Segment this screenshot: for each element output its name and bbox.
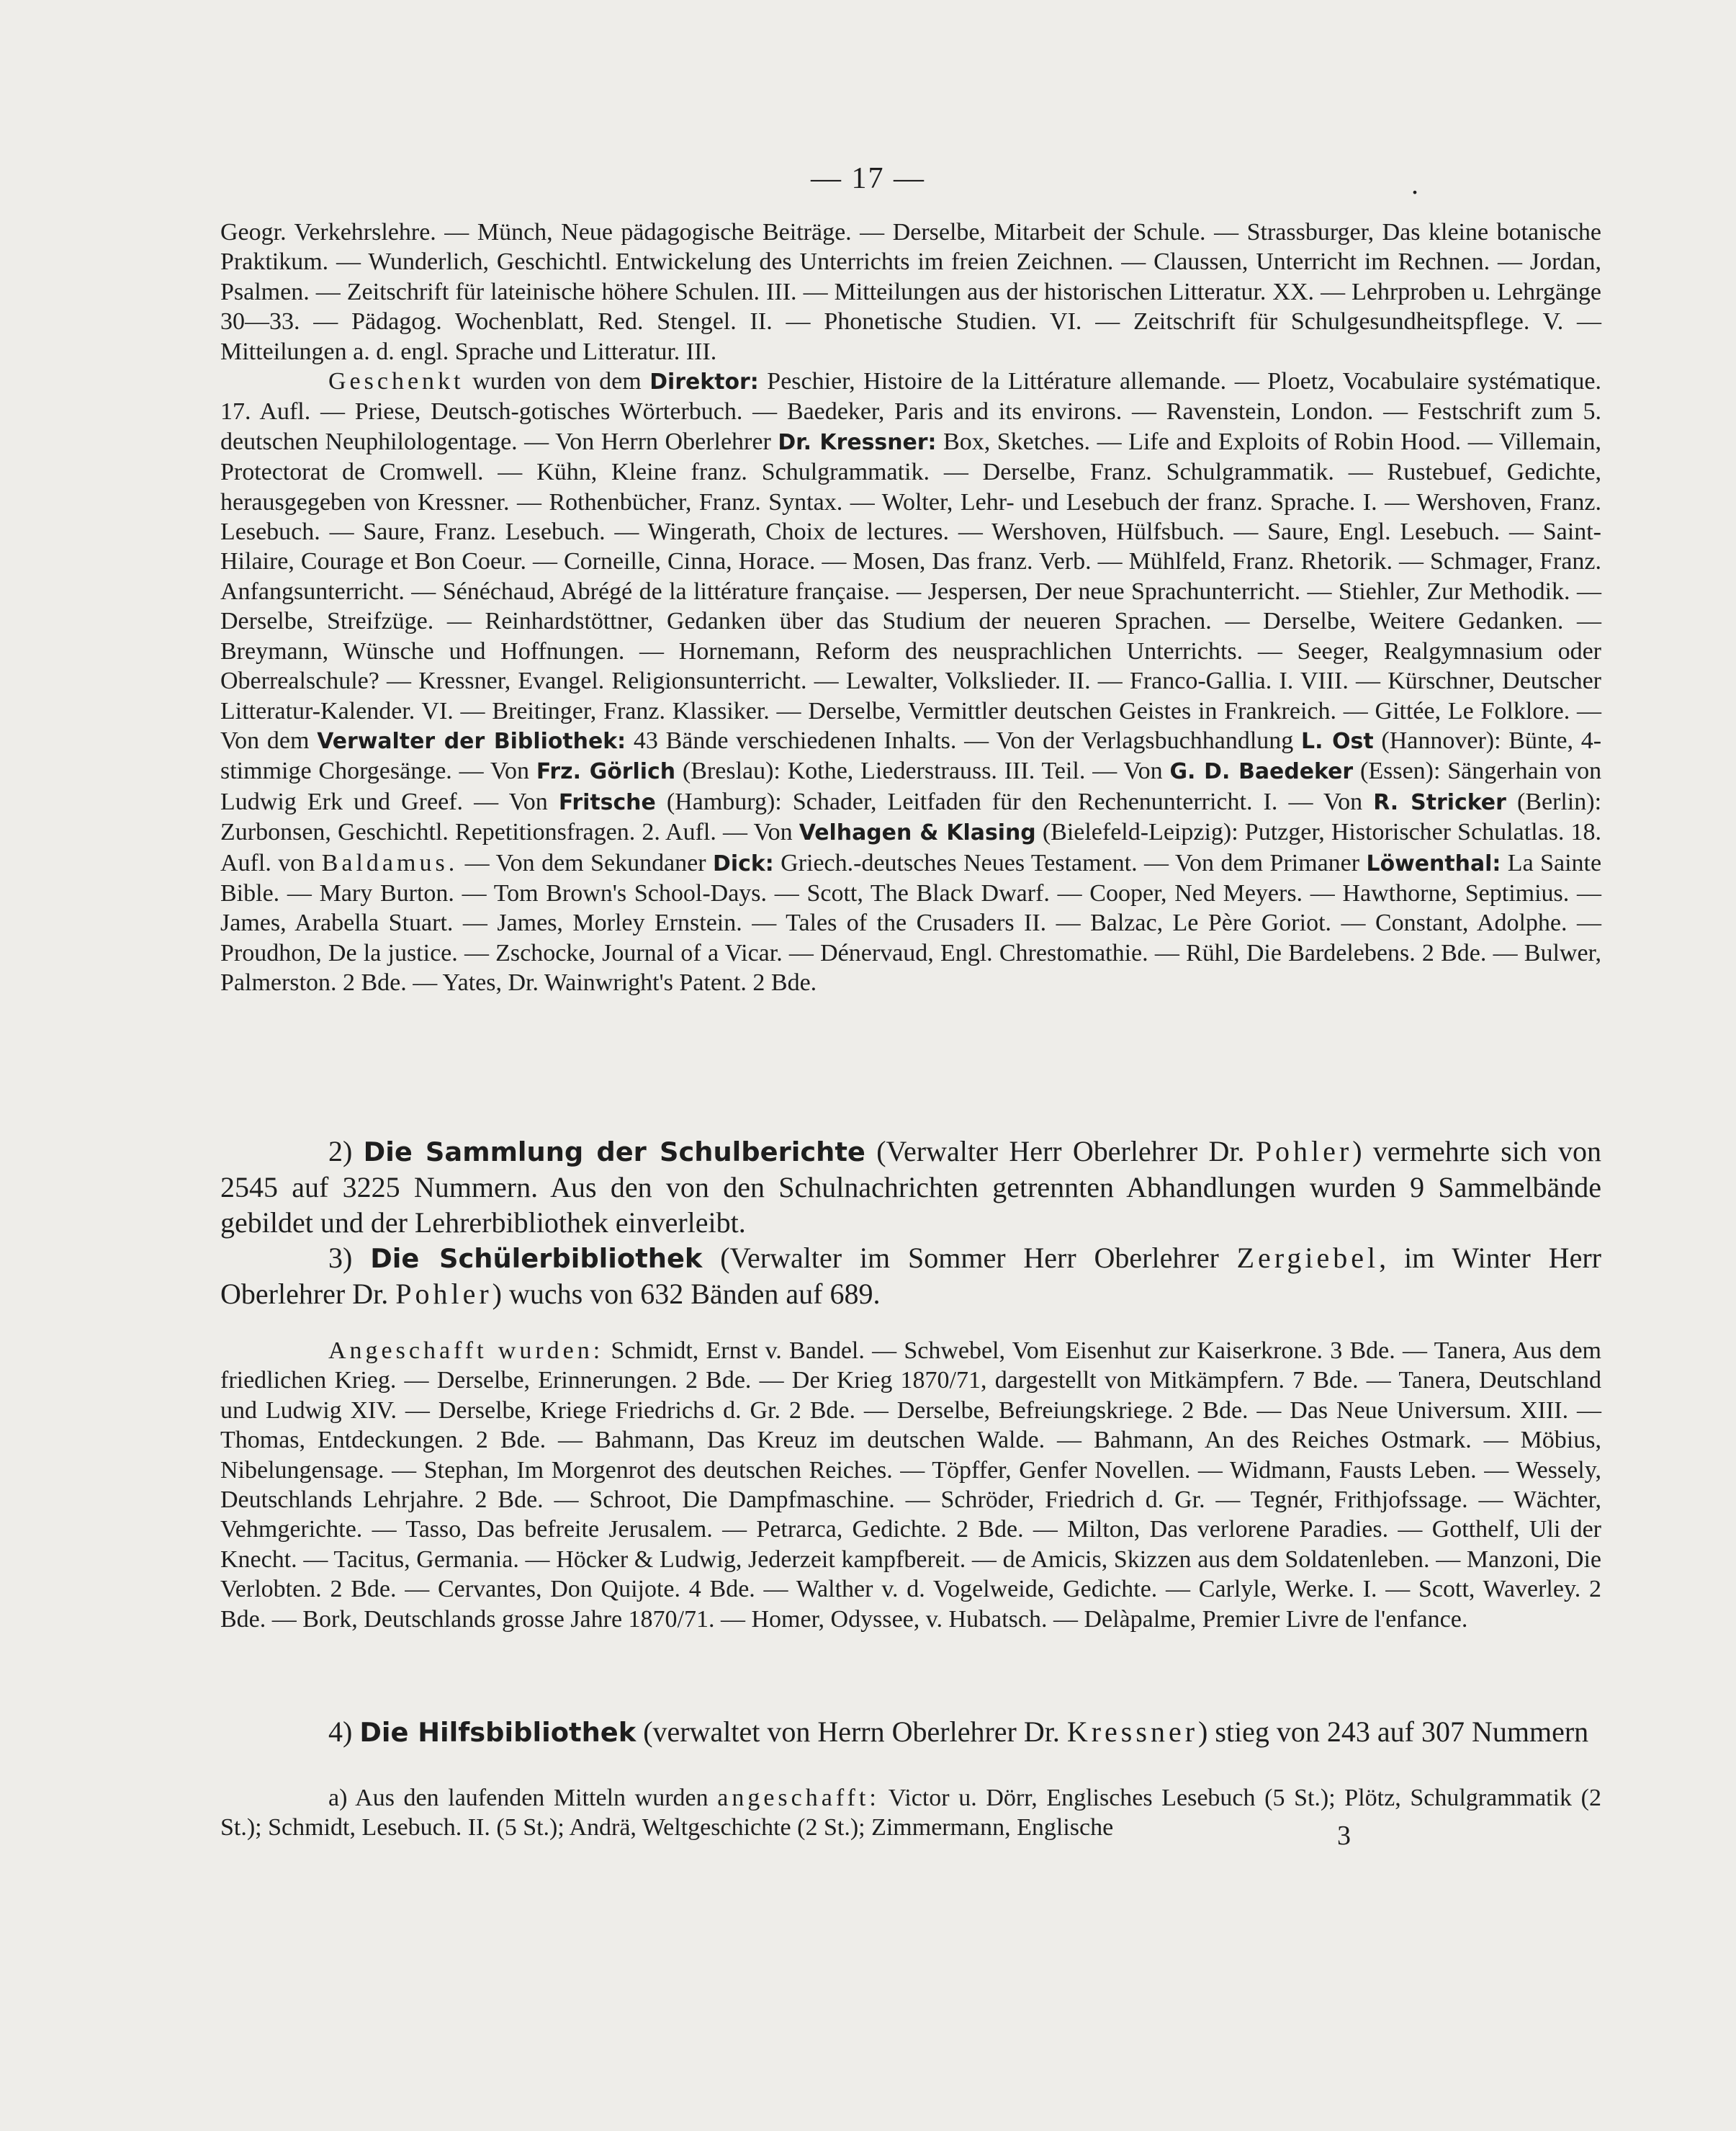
section-2-number: 2) xyxy=(328,1135,353,1167)
donor-fritsche: Fritsche xyxy=(558,789,656,815)
continued-paragraph xyxy=(220,217,1601,367)
gifts-p2: Peschier, Histoire de la Littérature allemande. — Ploetz, Vocabulaire systématique. 17. Aufl. — Priese, Deutsch-gotisches Wörterbuch. — Baedeker, Paris and its environs. — Ravenstein, London. — Festschrift zum 5. deutschen Neuphilologentage. — Von Herrn Oberlehrer xyxy=(220,368,1601,455)
gifts-p5: (Hannover): Bünte, 4-stimmige Chorgesänge. — Von xyxy=(220,727,1602,785)
section-4-paragraph xyxy=(220,1714,1601,1750)
section-2-name: Pohler xyxy=(1255,1135,1353,1167)
gifts-p7: (Essen): Sängerhain von Ludwig Erk und Greef. — Von xyxy=(220,758,1602,815)
section-4-a: (verwaltet von Herrn Oberlehrer Dr. xyxy=(643,1715,1060,1748)
name-baldamus: Baldamus. xyxy=(321,849,459,876)
gifts-p10: (Bielefeld-Leipzig): Putzger, Historischer Schulatlas. 18. Aufl. von xyxy=(220,819,1602,876)
section-3-name2: Pohler xyxy=(395,1278,493,1310)
donor-baedeker: G. D. Baedeker xyxy=(1169,759,1354,785)
section-3-number: 3) xyxy=(328,1242,353,1274)
section-4-number: 4) xyxy=(328,1715,353,1748)
section-2-b: ) vermehrte sich von 2545 auf 3225 Nummern. Aus den von den Schulnachrichten getrennten Abhandlungen wurden 9 Sammelbände gebildet und der Lehrerbibliothek einverleibt. xyxy=(220,1135,1602,1239)
page-number: — 17 — xyxy=(811,162,925,195)
subsection-a-text: Victor u. Dörr, Englisches Lesebuch (5 St.); Plötz, Schulgrammatik (2 St.); Schmidt, Lesebuch. II. (5 St.); Andrä, Weltgeschichte (2 St.); Zimmermann, Englische xyxy=(220,1785,1601,1841)
subsection-a xyxy=(220,1783,1601,1843)
donor-ost: L. Ost xyxy=(1301,728,1374,754)
section-2-title: Die Sammlung der Schulberichte xyxy=(363,1136,865,1167)
continued-text: Geogr. Verkehrslehre. — Münch, Neue pädagogische Beiträge. — Derselbe, Mitarbeit der Schule. — Strassburger, Das kleine botanische Praktikum. — Wunderlich, Geschichtl. Entwickelung des Unterrichts im freien Zeichnen. — Claussen, Unterricht im Rechnen. — Jordan, Psalmen. — Zeitschrift für lateinische höhere Schulen. III. — Mitteilungen aus der historischen Litteratur. XX. — Lehrproben u. Lehrgänge 30—33. — Pädagog. Wochenblatt, Red. Stengel. II. — Phonetische Studien. VI. — Zeitschrift für Schulgesundheitspflege. V. — Mitteilungen a. d. engl. Sprache und Litteratur. III. xyxy=(220,219,1601,365)
subsection-a-lead: angeschafft: xyxy=(717,1785,880,1811)
section-3-title: Die Schülerbibliothek xyxy=(370,1243,703,1274)
section-4-name: Kressner xyxy=(1066,1715,1199,1748)
section-3-paragraph xyxy=(220,1240,1601,1311)
section-3-a: (Verwalter im Sommer Herr Oberlehrer xyxy=(720,1242,1219,1274)
donor-loewenthal: Löwenthal: xyxy=(1366,851,1501,876)
gifts-lead: Geschenkt xyxy=(328,368,464,395)
gifts-p8: (Hamburg): Schader, Leitfaden für den Rechenunterricht. I. — Von xyxy=(666,788,1363,815)
subsection-a-paragraph xyxy=(220,1783,1601,1843)
gifts-p3: Box, Sketches. — Life and Exploits of Robin Hood. — Villemain, Protectorat de Cromwell. — Kühn, Kleine franz. Schulgrammatik. — Derselbe, Franz. Schulgrammatik. — Rustebuef, Gedichte, herausgegeben von Kressner. — Rothenbücher, Franz. Syntax. — Wolter, Lehr- und Lesebuch der franz. Sprache. I. — Wershoven, Franz. Lesebuch. — Saure, Franz. Lesebuch. — Wingerath, Choix de lectures. — Wershoven, Hülfsbuch. — Saure, Engl. Lesebuch. — Saint-Hilaire, Courage et Bon Coeur. — Corneille, Cinna, Horace. — Mosen, Das franz. Verb. — Mühlfeld, Franz. Rhetorik. — Schmager, Franz. Anfangsunterricht. — Sénéchaud, Abrégé de la littérature française. — Jespersen, Der neue Sprachunterricht. — Stiehler, Zur Methodik. — Derselbe, Streifzüge. — Reinhardstöttner, Gedanken über das Studium der neueren Sprachen. — Derselbe, Weitere Gedanken. — Breymann, Wünsche und Hoffnungen. — Hornemann, Reform des neusprachlichen Unterrichts. — Seeger, Realgymnasium oder Oberrealschule? — Kressner, Evangel. Religionsunterricht. — Lewalter, Volkslieder. II. — Franco-Gallia. I. VIII. — Kürschner, Deutscher Litteratur-Kalender. VI. — Breitinger, Franz. Klassiker. — Derselbe, Vermittler deutschen Geistes in Frankreich. — Gittée, Le Folklore. — Von dem xyxy=(220,428,1602,754)
section-3-name1: Zergiebel xyxy=(1236,1242,1380,1274)
page-speck: . xyxy=(1411,168,1418,200)
section-2 xyxy=(220,1134,1601,1311)
gifts-p13: La Sainte Bible. — Mary Burton. — Tom Brown's School-Days. — Scott, The Black Dwarf. — Cooper, Ned Meyers. — Hawthorne, Septimius. — James, Arabella Stuart. — James, Morley Ernstein. — Tales of the Crusaders II. — Balzac, Le Père Goriot. — Constant, Adolphe. — Proudhon, De la justice. — Zschocke, Journal of a Vicar. — Dénervaud, Engl. Chrestomathie. — Rühl, Die Bardelebens. 2 Bde. — Bulwer, Palmerston. 2 Bde. — Yates, Dr. Wainwright's Patent. 2 Bde. xyxy=(220,849,1602,997)
signature-mark: 3 xyxy=(1337,1821,1351,1851)
section-4-title: Die Hilfsbibliothek xyxy=(359,1717,637,1748)
gifts-p9: (Berlin): Zurbonsen, Geschichtl. Repetitionsfragen. 2. Aufl. — Von xyxy=(220,788,1602,846)
section-4 xyxy=(220,1714,1601,1750)
donor-velhagen: Velhagen & Klasing xyxy=(799,820,1036,846)
purchased-block xyxy=(220,1336,1601,1634)
donor-dick: Dick: xyxy=(713,851,774,876)
donor-goerlich: Frz. Görlich xyxy=(536,759,676,785)
purchased-paragraph xyxy=(220,1336,1601,1634)
purchased-lead: Angeschafft wurden: xyxy=(328,1337,604,1364)
section-4-b: ) stieg von 243 auf 307 Nummern xyxy=(1198,1715,1589,1748)
gifts-p11: — Von dem Sekundaner xyxy=(464,849,706,876)
donor-kressner: Dr. Kressner: xyxy=(778,429,937,455)
section-2-a: (Verwalter Herr Oberlehrer Dr. xyxy=(876,1135,1245,1167)
donor-director: Direktor: xyxy=(649,369,759,395)
donor-verwalter: Verwalter der Bibliothek: xyxy=(317,728,626,754)
gifts-p1: wurden von dem xyxy=(472,368,642,395)
gifts-paragraph xyxy=(220,367,1601,998)
section-2-paragraph xyxy=(220,1134,1601,1240)
text-block-continued xyxy=(220,217,1601,998)
section-3-c: ) wuchs von 632 Bänden auf 689. xyxy=(492,1278,881,1310)
donor-stricker: R. Stricker xyxy=(1373,789,1506,815)
subsection-a-a: a) Aus den laufenden Mitteln wurden xyxy=(328,1785,709,1811)
gifts-p4: 43 Bände verschiedenen Inhalts. — Von der Verlagsbuchhandlung xyxy=(633,727,1294,754)
gifts-p6: (Breslau): Kothe, Liederstrauss. III. Teil. — Von xyxy=(682,758,1163,785)
section-3-b: , im Winter Herr Oberlehrer Dr. xyxy=(220,1242,1601,1310)
purchased-text: Schmidt, Ernst v. Bandel. — Schwebel, Vom Eisenhut zur Kaiserkrone. 3 Bde. — Tanera, Aus dem friedlichen Krieg. — Derselbe, Erinnerungen. 2 Bde. — Der Krieg 1870/71, dargestellt von Mitkämpfern. 7 Bde. — Tanera, Deutschland und Ludwig XIV. — Derselbe, Kriege Friedrichs d. Gr. 2 Bde. — Derselbe, Befreiungskriege. 2 Bde. — Das Neue Universum. XIII. — Thomas, Entdeckungen. 2 Bde. — Bahmann, Das Kreuz im deutschen Walde. — Bahmann, An des Reiches Ostmark. — Möbius, Nibelungensage. — Stephan, Im Morgenrot des deutschen Reiches. — Töpffer, Genfer Novellen. — Widmann, Fausts Leben. — Wessely, Deutschlands Lehrjahre. 2 Bde. — Schroot, Die Dampfmaschine. — Schröder, Friedrich d. Gr. — Tegnér, Frithjofssage. — Wächter, Vehmgerichte. — Tasso, Das befreite Jerusalem. — Petrarca, Gedichte. 2 Bde. — Milton, Das verlorene Paradies. — Gotthelf, Uli der Knecht. — Tacitus, Germania. — Höcker & Ludwig, Jederzeit kampfbereit. — de Amicis, Skizzen aus dem Soldatenleben. — Manzoni, Die Verlobten. 2 Bde. — Cervantes, Don Quijote. 4 Bde. — Walther v. d. Vogelweide, Gedichte. — Carlyle, Werke. I. — Scott, Waverley. 2 Bde. — Bork, Deutschlands grosse Jahre 1870/71. — Homer, Odyssee, v. Hubatsch. — Delàpalme, Premier Livre de l'enfance. xyxy=(220,1337,1602,1633)
gifts-p12: Griech.-deutsches Neues Testament. — Von dem Primaner xyxy=(781,849,1360,876)
